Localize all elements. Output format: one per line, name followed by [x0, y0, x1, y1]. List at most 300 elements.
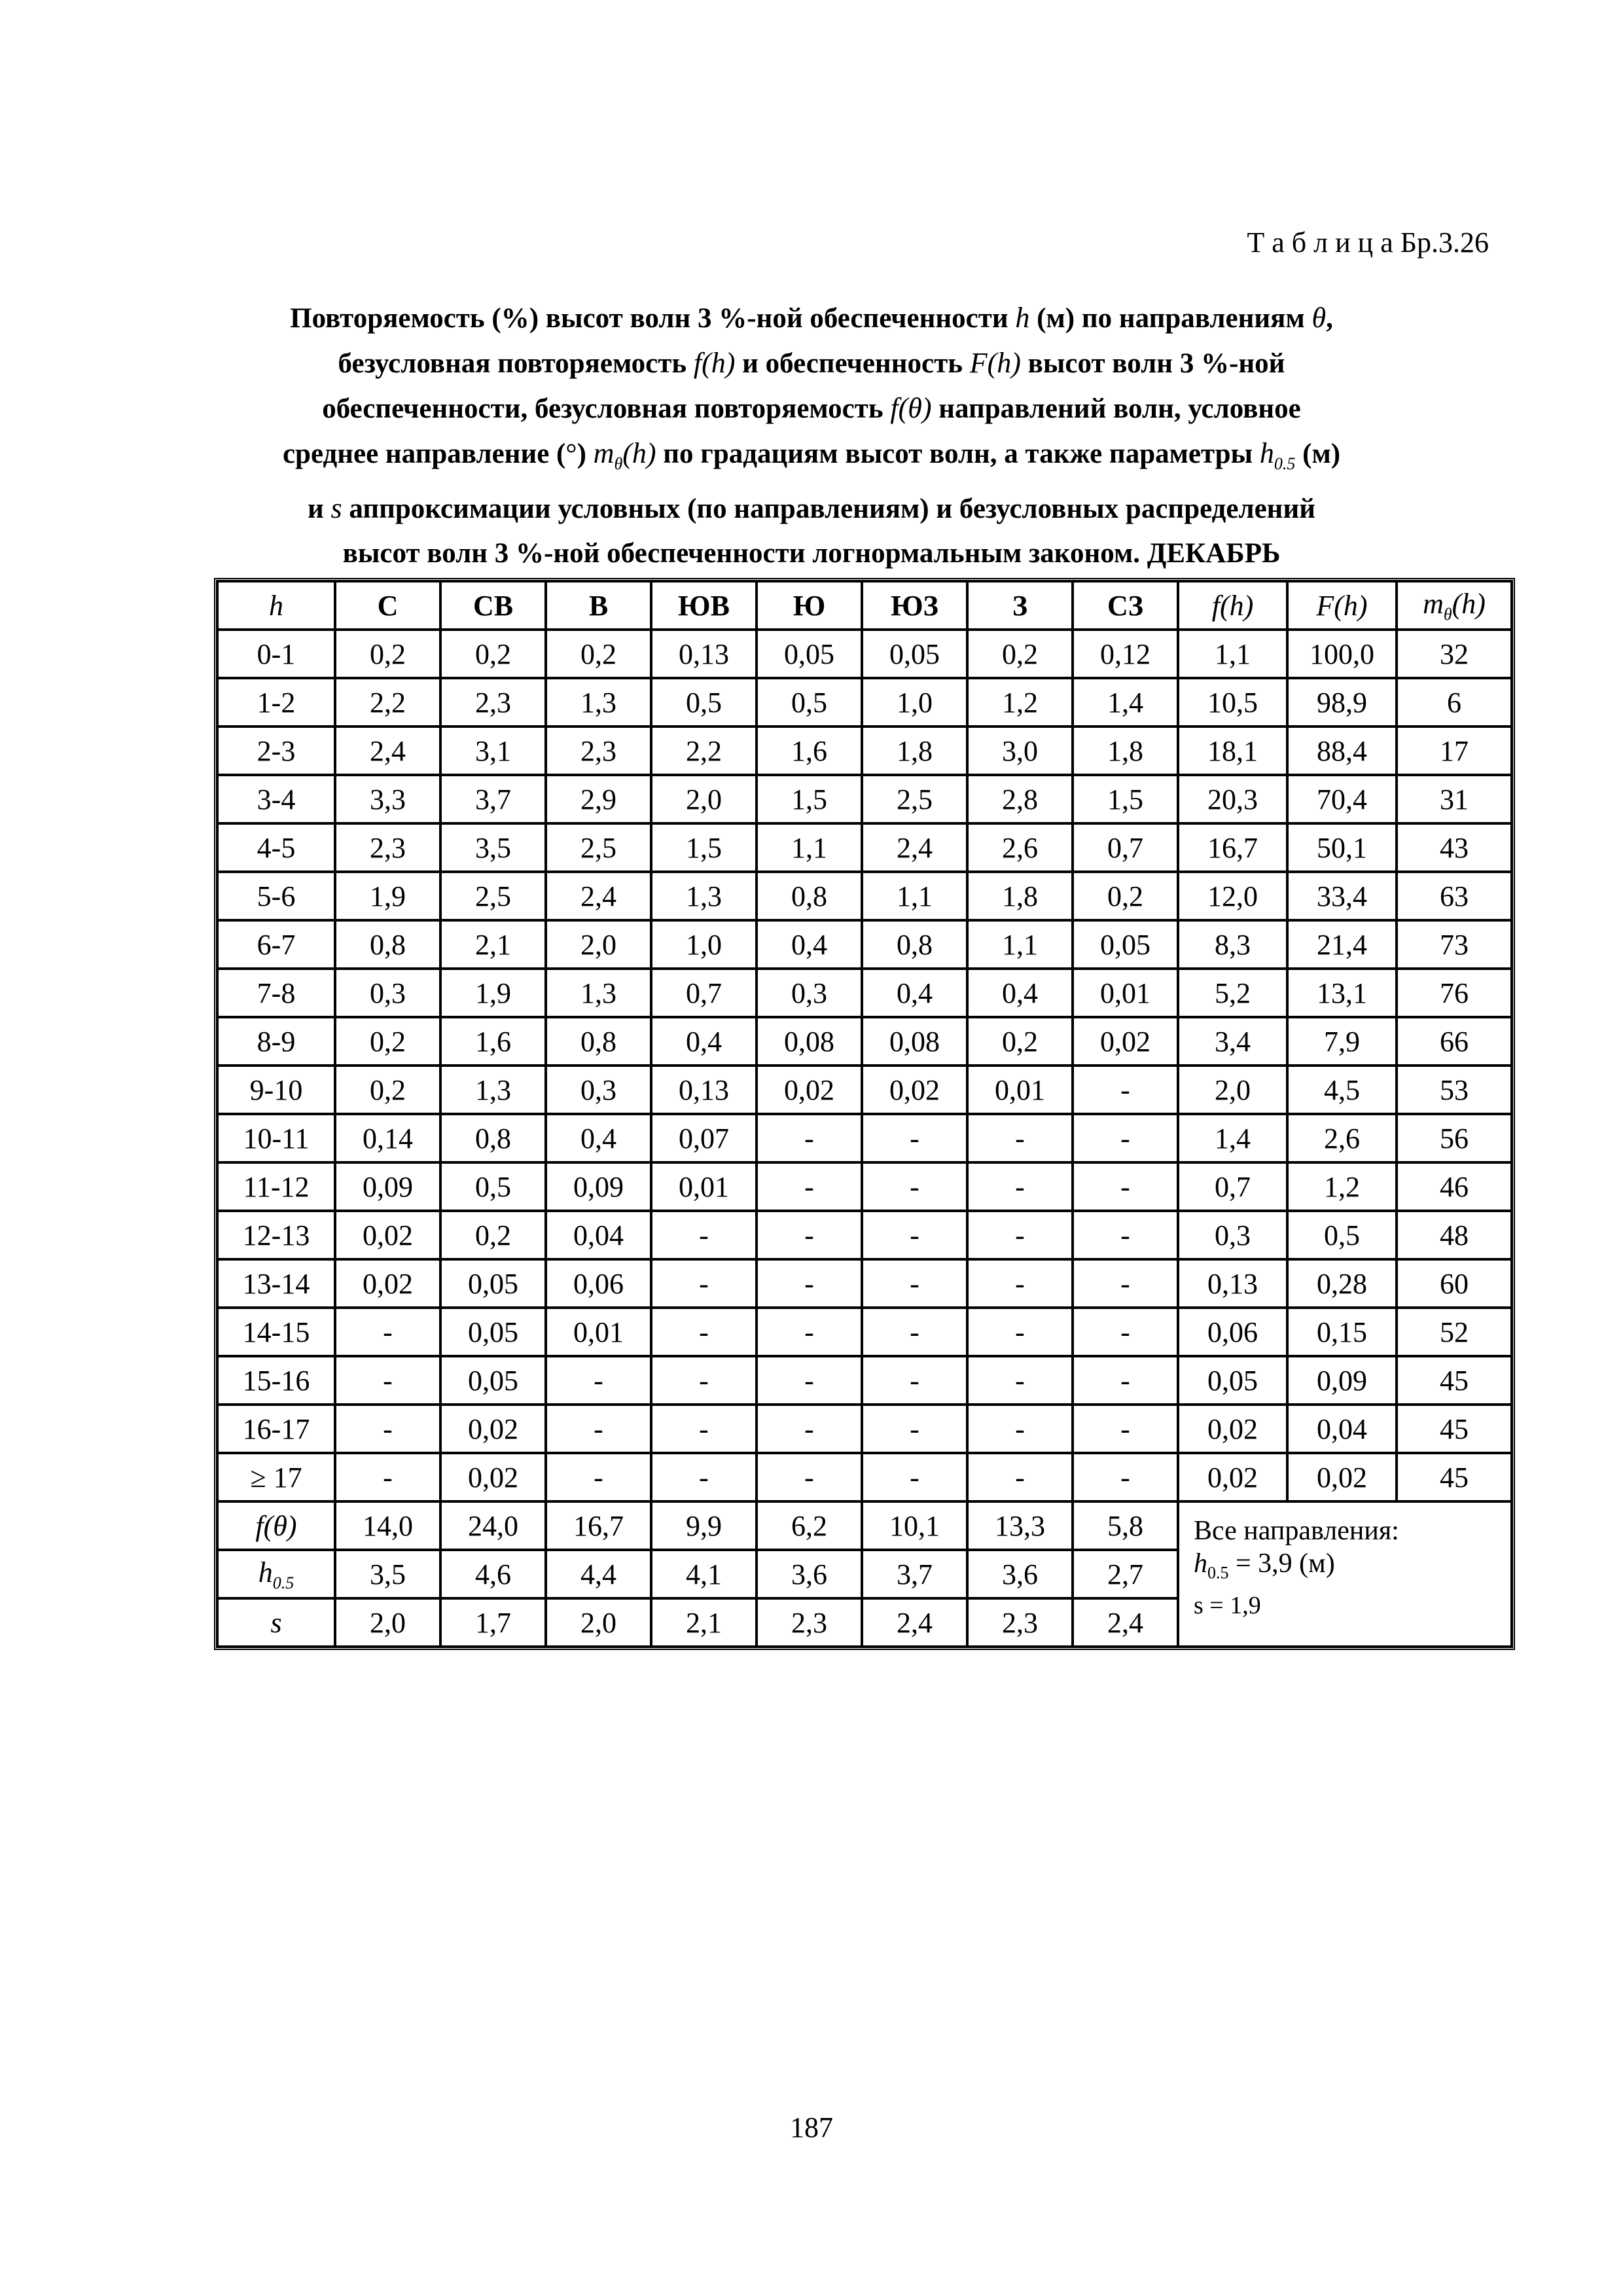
- footer-cell: 14,0: [335, 1501, 440, 1550]
- table-row: [217, 726, 1512, 775]
- table-cell: 0,2: [335, 1017, 440, 1066]
- table-cell: -: [862, 1405, 967, 1453]
- table-row: [217, 872, 1512, 920]
- header-direction: В: [546, 581, 651, 630]
- table-cell: 0,06: [1178, 1308, 1287, 1356]
- table-cell: 2,4: [862, 823, 967, 872]
- table-cell: 1,5: [1073, 775, 1178, 823]
- footer-h-symbol: h: [258, 1556, 273, 1588]
- table-cell: 3,7: [440, 775, 546, 823]
- table-cell: 2,5: [862, 775, 967, 823]
- table-cell: 0,3: [757, 969, 862, 1017]
- table-cell: 0,05: [440, 1308, 546, 1356]
- table-cell: -: [1073, 1308, 1178, 1356]
- row-height-range: 10-11: [217, 1114, 335, 1162]
- table-cell: 0,8: [546, 1017, 651, 1066]
- header-direction: ЮЗ: [862, 581, 967, 630]
- table-cell: 0,7: [651, 969, 757, 1017]
- table-cell: 0,2: [335, 630, 440, 678]
- table-cell: 1,4: [1178, 1114, 1287, 1162]
- table-cell: 0,3: [335, 969, 440, 1017]
- table-cell: 45: [1397, 1453, 1512, 1501]
- table-cell: 6: [1397, 678, 1512, 726]
- footer-cell: 4,4: [546, 1550, 651, 1598]
- table-cell: 0,2: [335, 1066, 440, 1114]
- table-cell: 0,02: [862, 1066, 967, 1114]
- footer-cell: 1,7: [440, 1598, 546, 1647]
- table-cell: 0,13: [651, 630, 757, 678]
- table-cell: 2,8: [967, 775, 1073, 823]
- row-height-range: 8-9: [217, 1017, 335, 1066]
- footer-cell: 4,1: [651, 1550, 757, 1598]
- table-cell: 0,13: [651, 1066, 757, 1114]
- row-height-range: 7-8: [217, 969, 335, 1017]
- table-cell: -: [1073, 1453, 1178, 1501]
- footer-cell: 3,5: [335, 1550, 440, 1598]
- table-cell: 0,4: [651, 1017, 757, 1066]
- table-cell: 7,9: [1287, 1017, 1397, 1066]
- table-row: [217, 969, 1512, 1017]
- table-cell: 0,09: [1287, 1356, 1397, 1405]
- table-cell: 0,14: [335, 1114, 440, 1162]
- summary-h-symbol: h: [1194, 1549, 1207, 1579]
- row-height-range: 3-4: [217, 775, 335, 823]
- caption-math: [593, 437, 656, 473]
- table-cell: -: [335, 1356, 440, 1405]
- table-cell: 0,02: [1178, 1405, 1287, 1453]
- caption-text: по градациям высот волн, а также параметры: [656, 439, 1260, 469]
- row-height-range: 15-16: [217, 1356, 335, 1405]
- footer-cell: 2,4: [862, 1598, 967, 1647]
- header-m-theta: [1397, 581, 1512, 630]
- caption-text: (м) по направлениям: [1029, 303, 1312, 334]
- table-cell: 0,8: [862, 920, 967, 969]
- caption-text: (м): [1295, 439, 1341, 469]
- table-cell: -: [862, 1453, 967, 1501]
- table-cell: 50,1: [1287, 823, 1397, 872]
- footer-cell: 9,9: [651, 1501, 757, 1550]
- table-cell: 45: [1397, 1405, 1512, 1453]
- all-directions-summary: [1178, 1501, 1512, 1647]
- table-cell: 2,3: [335, 823, 440, 872]
- table-cell: 12,0: [1178, 872, 1287, 920]
- footer-cell: 2,0: [546, 1598, 651, 1647]
- table-cell: 2,3: [546, 726, 651, 775]
- table-cell: 0,4: [967, 969, 1073, 1017]
- table-cell: -: [546, 1405, 651, 1453]
- table-header-row: [217, 581, 1512, 630]
- table-cell: 2,5: [440, 872, 546, 920]
- table-cell: -: [862, 1356, 967, 1405]
- row-height-range: 2-3: [217, 726, 335, 775]
- table-cell: 0,3: [1178, 1211, 1287, 1259]
- table-cell: 0,02: [440, 1405, 546, 1453]
- table-cell: 0,05: [440, 1259, 546, 1308]
- footer-cell: 3,6: [757, 1550, 862, 1598]
- footer-h-subscript: 0.5: [272, 1573, 294, 1592]
- footer-cell: 4,6: [440, 1550, 546, 1598]
- table-cell: 2,3: [440, 678, 546, 726]
- table-cell: 1,8: [862, 726, 967, 775]
- footer-cell: 6,2: [757, 1501, 862, 1550]
- table-number-label: Т а б л и ц а Бр.3.26: [1247, 226, 1489, 259]
- footer-cell: 2,3: [967, 1598, 1073, 1647]
- table-cell: 1,3: [546, 969, 651, 1017]
- table-cell: -: [1073, 1114, 1178, 1162]
- footer-cell: 2,3: [757, 1598, 862, 1647]
- table-cell: 1,6: [757, 726, 862, 775]
- table-cell: -: [967, 1356, 1073, 1405]
- table-cell: 0,2: [440, 630, 546, 678]
- wave-height-table: [214, 578, 1515, 1650]
- table-cell: 0,01: [651, 1162, 757, 1211]
- table-cell: 70,4: [1287, 775, 1397, 823]
- table-row: [217, 1211, 1512, 1259]
- table-cell: 1,1: [862, 872, 967, 920]
- table-cell: 3,5: [440, 823, 546, 872]
- table-cell: -: [967, 1453, 1073, 1501]
- caption-text: и: [308, 493, 331, 524]
- table-cell: 0,12: [1073, 630, 1178, 678]
- table-cell: 2,2: [335, 678, 440, 726]
- table-cell: 0,02: [1178, 1453, 1287, 1501]
- caption-text: ): [577, 439, 594, 469]
- row-height-range: 16-17: [217, 1405, 335, 1453]
- row-height-range: 12-13: [217, 1211, 335, 1259]
- table-body: [217, 630, 1512, 1501]
- header-fh: f(h): [1178, 581, 1287, 630]
- table-cell: 76: [1397, 969, 1512, 1017]
- header-direction: СЗ: [1073, 581, 1178, 630]
- footer-label-s: s: [217, 1598, 335, 1647]
- table-cell: 0,04: [1287, 1405, 1397, 1453]
- header-m-symbol: m: [1423, 587, 1444, 620]
- table-row: [217, 1114, 1512, 1162]
- caption-text: ,: [1326, 303, 1333, 334]
- caption-text: высот волн 3 %-ной обеспеченности логнормальным законом. ДЕКАБРЬ: [342, 537, 1281, 569]
- table-cell: 2,1: [440, 920, 546, 969]
- table-cell: 0,2: [546, 630, 651, 678]
- table-cell: -: [757, 1211, 862, 1259]
- table-cell: 1,5: [757, 775, 862, 823]
- footer-cell: 13,3: [967, 1501, 1073, 1550]
- table-cell: 100,0: [1287, 630, 1397, 678]
- table-cell: -: [757, 1308, 862, 1356]
- table-cell: 0,8: [757, 872, 862, 920]
- footer-cell: 2,7: [1073, 1550, 1178, 1598]
- table-cell: 1,3: [546, 678, 651, 726]
- table-cell: 1,2: [967, 678, 1073, 726]
- row-height-range: 1-2: [217, 678, 335, 726]
- table-cell: 46: [1397, 1162, 1512, 1211]
- caption-text: обеспеченности, безусловная повторяемость: [322, 393, 891, 424]
- caption-math: θ: [1311, 302, 1327, 334]
- table-row: [217, 775, 1512, 823]
- table-cell: 66: [1397, 1017, 1512, 1066]
- table-cell: 16,7: [1178, 823, 1287, 872]
- table-row: [217, 1308, 1512, 1356]
- table-cell: 2,6: [967, 823, 1073, 872]
- table-cell: 0,02: [1287, 1453, 1397, 1501]
- footer-cell: 5,8: [1073, 1501, 1178, 1550]
- table-cell: 0,5: [651, 678, 757, 726]
- table-cell: 0,01: [546, 1308, 651, 1356]
- table-row: [217, 678, 1512, 726]
- table-cell: -: [967, 1211, 1073, 1259]
- table-cell: -: [1073, 1259, 1178, 1308]
- table-cell: -: [757, 1405, 862, 1453]
- table-cell: 0,15: [1287, 1308, 1397, 1356]
- table-cell: -: [651, 1308, 757, 1356]
- table-cell: 0,2: [1073, 872, 1178, 920]
- caption-math: f(θ): [890, 392, 932, 424]
- caption-math: h: [1015, 302, 1030, 334]
- table-cell: 32: [1397, 630, 1512, 678]
- table-cell: 1,1: [967, 920, 1073, 969]
- table-row: [217, 1162, 1512, 1211]
- table-cell: 0,3: [546, 1066, 651, 1114]
- caption-math: f(h): [693, 347, 736, 379]
- table-cell: -: [335, 1405, 440, 1453]
- caption-degree: °: [565, 439, 577, 469]
- caption-math-arg: (h): [622, 437, 656, 469]
- caption-math-subscript: θ: [614, 454, 623, 473]
- table-cell: 1,6: [440, 1017, 546, 1066]
- footer-row-ftheta: [217, 1501, 1512, 1550]
- table-cell: 60: [1397, 1259, 1512, 1308]
- table-cell: 0,05: [1073, 920, 1178, 969]
- table-cell: 1,9: [440, 969, 546, 1017]
- row-height-range: ≥ 17: [217, 1453, 335, 1501]
- footer-label-ftheta: f(θ): [217, 1501, 335, 1550]
- table-cell: 0,05: [862, 630, 967, 678]
- table-cell: 2,0: [1178, 1066, 1287, 1114]
- table-cell: 18,1: [1178, 726, 1287, 775]
- table-row: [217, 1356, 1512, 1405]
- table-cell: 0,05: [440, 1356, 546, 1405]
- table-cell: 2,9: [546, 775, 651, 823]
- caption-text: Повторяемость (%) высот волн 3 %-ной обеспеченности: [290, 303, 1016, 334]
- table-cell: 1,5: [651, 823, 757, 872]
- caption-math-symbol: h: [1259, 437, 1274, 469]
- table-cell: 0,13: [1178, 1259, 1287, 1308]
- table-cell: 0,8: [440, 1114, 546, 1162]
- table-cell: -: [1073, 1211, 1178, 1259]
- table-cell: 1,2: [1287, 1162, 1397, 1211]
- table-row: [217, 1066, 1512, 1114]
- table-cell: 0,04: [546, 1211, 651, 1259]
- table-cell: -: [862, 1259, 967, 1308]
- all-directions-s: s = 1,9: [1194, 1592, 1261, 1620]
- table-cell: 1,8: [967, 872, 1073, 920]
- header-direction: З: [967, 581, 1073, 630]
- table-cell: -: [546, 1356, 651, 1405]
- table-cell: 0,8: [335, 920, 440, 969]
- table-cell: 3,0: [967, 726, 1073, 775]
- table-cell: 5,2: [1178, 969, 1287, 1017]
- table-cell: 0,01: [967, 1066, 1073, 1114]
- table-cell: 53: [1397, 1066, 1512, 1114]
- table-cell: 73: [1397, 920, 1512, 969]
- table-cell: 4,5: [1287, 1066, 1397, 1114]
- table-cell: 0,5: [440, 1162, 546, 1211]
- table-cell: 0,05: [1178, 1356, 1287, 1405]
- table-cell: 98,9: [1287, 678, 1397, 726]
- table-cell: -: [757, 1356, 862, 1405]
- table-row: [217, 1405, 1512, 1453]
- table-cell: 1,0: [862, 678, 967, 726]
- header-m-subscript: θ: [1443, 604, 1452, 624]
- table-cell: -: [651, 1259, 757, 1308]
- row-height-range: 11-12: [217, 1162, 335, 1211]
- table-cell: 0,5: [1287, 1211, 1397, 1259]
- table-cell: 45: [1397, 1356, 1512, 1405]
- caption-math: F(h): [969, 347, 1021, 379]
- table-cell: 0,06: [546, 1259, 651, 1308]
- header-direction: ЮВ: [651, 581, 757, 630]
- header-direction: С: [335, 581, 440, 630]
- table-cell: 1,0: [651, 920, 757, 969]
- caption-text: направлений волн, условное: [931, 393, 1301, 424]
- table-cell: 0,02: [757, 1066, 862, 1114]
- footer-cell: 2,4: [1073, 1598, 1178, 1647]
- table-cell: 1,3: [440, 1066, 546, 1114]
- caption-math-symbol: m: [593, 437, 615, 469]
- footer-cell: 3,7: [862, 1550, 967, 1598]
- footer-label-h05: [217, 1550, 335, 1598]
- table-cell: 0,2: [967, 1017, 1073, 1066]
- table-cell: -: [862, 1114, 967, 1162]
- footer-cell: 3,6: [967, 1550, 1073, 1598]
- table-cell: 2,2: [651, 726, 757, 775]
- table-cell: -: [862, 1162, 967, 1211]
- table-caption: [196, 296, 1427, 576]
- table-cell: -: [1073, 1405, 1178, 1453]
- table-row: [217, 630, 1512, 678]
- caption-math: [1259, 437, 1296, 473]
- table-cell: 0,09: [335, 1162, 440, 1211]
- table-cell: 88,4: [1287, 726, 1397, 775]
- table-cell: 31: [1397, 775, 1512, 823]
- table-row: [217, 1017, 1512, 1066]
- table-cell: 17: [1397, 726, 1512, 775]
- table-cell: 21,4: [1287, 920, 1397, 969]
- table-cell: -: [335, 1453, 440, 1501]
- table-row: [217, 1259, 1512, 1308]
- row-height-range: 0-1: [217, 630, 335, 678]
- table-cell: -: [862, 1308, 967, 1356]
- table-cell: 2,6: [1287, 1114, 1397, 1162]
- table-cell: -: [967, 1162, 1073, 1211]
- table-cell: 33,4: [1287, 872, 1397, 920]
- footer-cell: 2,1: [651, 1598, 757, 1647]
- table-cell: 2,0: [546, 920, 651, 969]
- table-cell: 2,4: [546, 872, 651, 920]
- table-cell: 0,02: [335, 1259, 440, 1308]
- table-cell: 43: [1397, 823, 1512, 872]
- header-direction: Ю: [757, 581, 862, 630]
- caption-text: среднее направление (: [282, 439, 566, 469]
- footer-cell: 10,1: [862, 1501, 967, 1550]
- table-cell: -: [967, 1308, 1073, 1356]
- table-cell: 1,4: [1073, 678, 1178, 726]
- table-cell: -: [651, 1453, 757, 1501]
- table-cell: -: [1073, 1356, 1178, 1405]
- page-number: 187: [790, 2111, 833, 2144]
- table-cell: -: [967, 1405, 1073, 1453]
- table-cell: 1,9: [335, 872, 440, 920]
- row-height-range: 4-5: [217, 823, 335, 872]
- table-cell: 1,1: [1178, 630, 1287, 678]
- table-cell: 56: [1397, 1114, 1512, 1162]
- table-cell: 1,3: [651, 872, 757, 920]
- table-cell: 8,3: [1178, 920, 1287, 969]
- table-cell: 2,5: [546, 823, 651, 872]
- all-directions-h05: [1194, 1547, 1510, 1589]
- table-row: [217, 1453, 1512, 1501]
- table-cell: 10,5: [1178, 678, 1287, 726]
- table-cell: 0,7: [1073, 823, 1178, 872]
- table-cell: -: [757, 1162, 862, 1211]
- table-cell: 3,4: [1178, 1017, 1287, 1066]
- header-h: h: [217, 581, 335, 630]
- table-cell: 1,1: [757, 823, 862, 872]
- table-cell: 0,7: [1178, 1162, 1287, 1211]
- summary-h-subscript: 0.5: [1207, 1563, 1229, 1583]
- table-cell: 0,4: [862, 969, 967, 1017]
- header-Fh: F(h): [1287, 581, 1397, 630]
- table-cell: -: [651, 1356, 757, 1405]
- table-cell: 63: [1397, 872, 1512, 920]
- table-cell: -: [757, 1259, 862, 1308]
- table-row: [217, 920, 1512, 969]
- table-cell: 0,07: [651, 1114, 757, 1162]
- caption-text: высот волн 3 %-ной: [1020, 348, 1285, 379]
- header-direction: СВ: [440, 581, 546, 630]
- table-cell: -: [651, 1211, 757, 1259]
- row-height-range: 14-15: [217, 1308, 335, 1356]
- table-cell: 0,4: [546, 1114, 651, 1162]
- header-m-arg: (h): [1452, 587, 1486, 620]
- table-cell: 0,02: [1073, 1017, 1178, 1066]
- caption-text: и обеспеченность: [735, 348, 970, 379]
- table-cell: 0,09: [546, 1162, 651, 1211]
- table-cell: -: [757, 1114, 862, 1162]
- row-height-range: 9-10: [217, 1066, 335, 1114]
- table-cell: 0,05: [757, 630, 862, 678]
- table-cell: -: [757, 1453, 862, 1501]
- table-cell: -: [862, 1211, 967, 1259]
- table-cell: 13,1: [1287, 969, 1397, 1017]
- row-height-range: 13-14: [217, 1259, 335, 1308]
- table-cell: 0,02: [440, 1453, 546, 1501]
- footer-cell: 2,0: [335, 1598, 440, 1647]
- table-cell: 0,4: [757, 920, 862, 969]
- caption-math-subscript: 0.5: [1274, 454, 1296, 473]
- table-cell: 20,3: [1178, 775, 1287, 823]
- all-directions-title: Все направления:: [1194, 1516, 1399, 1546]
- row-height-range: 6-7: [217, 920, 335, 969]
- caption-text: аппроксимации условных (по направлениям) и безусловных распределений: [342, 493, 1315, 524]
- table-cell: -: [546, 1453, 651, 1501]
- table-cell: 0,2: [967, 630, 1073, 678]
- table-cell: 0,01: [1073, 969, 1178, 1017]
- table-cell: 0,02: [335, 1211, 440, 1259]
- table-cell: -: [335, 1308, 440, 1356]
- table-cell: 2,4: [335, 726, 440, 775]
- table-cell: -: [967, 1259, 1073, 1308]
- table-cell: 0,28: [1287, 1259, 1397, 1308]
